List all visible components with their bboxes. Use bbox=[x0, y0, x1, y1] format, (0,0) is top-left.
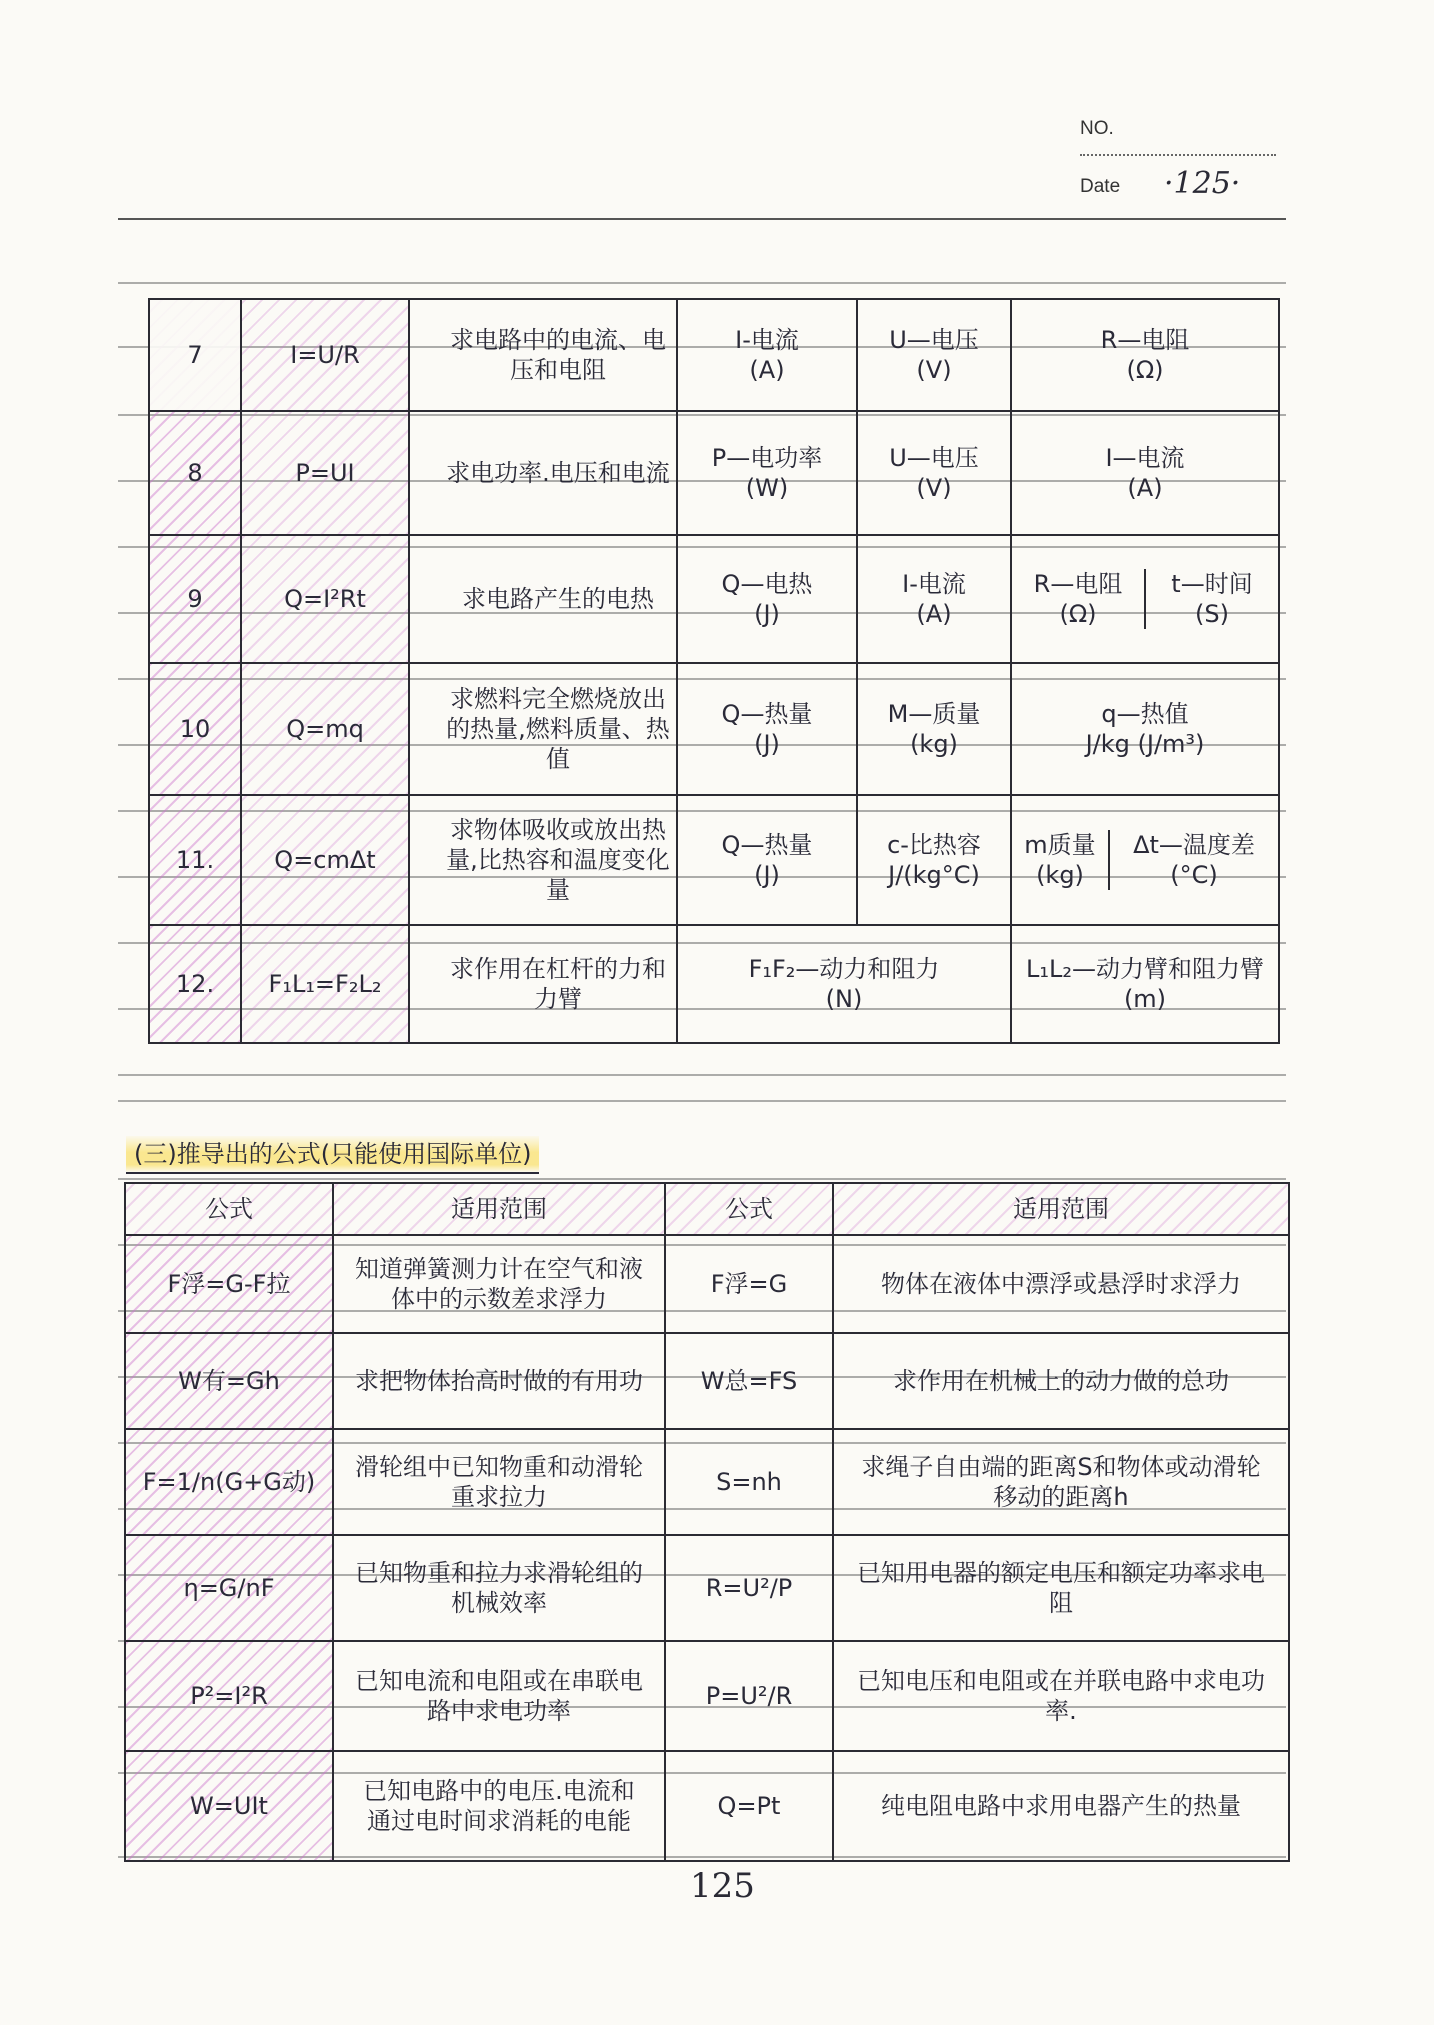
table-row bbox=[125, 1535, 1289, 1641]
formula-cell: P=U²/R bbox=[665, 1641, 833, 1751]
formula-cell: F浮=G-F拉 bbox=[125, 1235, 333, 1333]
description-cell: 纯电阻电路中求用电器产生的热量 bbox=[833, 1751, 1289, 1861]
date-value: ·125· bbox=[1164, 166, 1241, 201]
unit-cell: P—电功率 (W) bbox=[677, 411, 857, 535]
description-cell: 已知物重和拉力求滑轮组的机械效率 bbox=[333, 1535, 665, 1641]
formula-cell: F₁L₁=F₂L₂ bbox=[241, 925, 409, 1043]
description-cell: 已知电流和电阻或在串联电路中求电功率 bbox=[333, 1641, 665, 1751]
description-cell: 已知用电器的额定电压和额定功率求电阻 bbox=[833, 1535, 1289, 1641]
unit-cell: U—电压 (V) bbox=[857, 411, 1011, 535]
table-row bbox=[149, 411, 1279, 535]
row-number: 9 bbox=[149, 535, 241, 663]
unit-cell: c-比热容 J/(kg°C) bbox=[857, 795, 1011, 925]
unit-cell: Q—热量 (J) bbox=[677, 795, 857, 925]
formula-cell: S=nh bbox=[665, 1429, 833, 1535]
table-row bbox=[125, 1333, 1289, 1429]
column-header: 公式 bbox=[665, 1183, 833, 1235]
formula-cell: W总=FS bbox=[665, 1333, 833, 1429]
table-header-row bbox=[125, 1183, 1289, 1235]
no-dotted-line bbox=[1080, 154, 1276, 156]
description-cell: 求电功率.电压和电流 bbox=[409, 411, 677, 535]
description-cell: 求作用在杠杆的力和力臂 bbox=[409, 925, 677, 1043]
formula-cell: W=UIt bbox=[125, 1751, 333, 1861]
formula-cell: F=1/n(G+G动) bbox=[125, 1429, 333, 1535]
table-row bbox=[149, 535, 1279, 663]
unit-pair-cell bbox=[1011, 535, 1279, 663]
header-divider bbox=[118, 218, 1286, 220]
description-cell: 求电路中的电流、电压和电阻 bbox=[409, 299, 677, 411]
unit-pair-cell bbox=[1011, 795, 1279, 925]
unit-cell: t—时间 (S) bbox=[1171, 570, 1253, 628]
description-cell: 求作用在机械上的动力做的总功 bbox=[833, 1333, 1289, 1429]
unit-cell: q—热值 J/kg (J/m³) bbox=[1011, 663, 1279, 795]
column-header: 公式 bbox=[125, 1183, 333, 1235]
description-cell: 求电路产生的电热 bbox=[409, 535, 677, 663]
table-row bbox=[149, 925, 1279, 1043]
formula-cell: Q=Pt bbox=[665, 1751, 833, 1861]
description-cell: 求燃料完全燃烧放出的热量,燃料质量、热值 bbox=[409, 663, 677, 795]
description-cell: 滑轮组中已知物重和动滑轮重求拉力 bbox=[333, 1429, 665, 1535]
formula-cell: Q=I²Rt bbox=[241, 535, 409, 663]
unit-cell: I-电流 (A) bbox=[677, 299, 857, 411]
table-row bbox=[149, 795, 1279, 925]
section-title: (三)推导出的公式(只能使用国际单位) bbox=[126, 1136, 539, 1174]
formula-cell: I=U/R bbox=[241, 299, 409, 411]
row-number: 10 bbox=[149, 663, 241, 795]
column-header: 适用范围 bbox=[333, 1183, 665, 1235]
description-cell: 知道弹簧测力计在空气和液体中的示数差求浮力 bbox=[333, 1235, 665, 1333]
description-cell: 求绳子自由端的距离S和物体或动滑轮移动的距离h bbox=[833, 1429, 1289, 1535]
formula-cell: η=G/nF bbox=[125, 1535, 333, 1641]
page-number: 125 bbox=[690, 1866, 755, 1906]
formula-cell: W有=Gh bbox=[125, 1333, 333, 1429]
table-row bbox=[125, 1641, 1289, 1751]
formula-cell: P²=I²R bbox=[125, 1641, 333, 1751]
description-cell: 已知电路中的电压.电流和通过电时间求消耗的电能 bbox=[333, 1751, 665, 1861]
formula-cell: R=U²/P bbox=[665, 1535, 833, 1641]
row-number: 11. bbox=[149, 795, 241, 925]
formula-cell: Q=mq bbox=[241, 663, 409, 795]
unit-cell: I—电流 (A) bbox=[1011, 411, 1279, 535]
table-row bbox=[125, 1429, 1289, 1535]
no-label: NO. bbox=[1080, 118, 1114, 139]
table-row bbox=[125, 1751, 1289, 1861]
formula-cell: P=UI bbox=[241, 411, 409, 535]
description-cell: 求物体吸收或放出热量,比热容和温度变化量 bbox=[409, 795, 677, 925]
derived-formula-table bbox=[124, 1182, 1290, 1862]
unit-cell: I-电流 (A) bbox=[857, 535, 1011, 663]
description-cell: 物体在液体中漂浮或悬浮时求浮力 bbox=[833, 1235, 1289, 1333]
unit-cell: Q—电热 (J) bbox=[677, 535, 857, 663]
unit-cell: L₁L₂—动力臂和阻力臂 (m) bbox=[1011, 925, 1279, 1043]
date-label: Date bbox=[1080, 176, 1121, 197]
unit-cell: M—质量 (kg) bbox=[857, 663, 1011, 795]
formula-cell: Q=cmΔt bbox=[241, 795, 409, 925]
table-row bbox=[149, 299, 1279, 411]
table-row bbox=[149, 663, 1279, 795]
description-cell: 求把物体抬高时做的有用功 bbox=[333, 1333, 665, 1429]
unit-cell: R—电阻 (Ω) bbox=[1012, 569, 1146, 629]
unit-cell: F₁F₂—动力和阻力 (N) bbox=[677, 925, 1011, 1043]
formula-table-1 bbox=[148, 298, 1280, 1044]
unit-cell: R—电阻 (Ω) bbox=[1011, 299, 1279, 411]
unit-cell: Q—热量 (J) bbox=[677, 663, 857, 795]
formula-cell: F浮=G bbox=[665, 1235, 833, 1333]
row-number: 12. bbox=[149, 925, 241, 1043]
unit-cell: m质量 (kg) bbox=[1012, 830, 1110, 890]
row-number: 8 bbox=[149, 411, 241, 535]
unit-cell: Δt—温度差 (°C) bbox=[1133, 831, 1255, 889]
table-row bbox=[125, 1235, 1289, 1333]
column-header: 适用范围 bbox=[833, 1183, 1289, 1235]
row-number: 7 bbox=[149, 299, 241, 411]
unit-cell: U—电压 (V) bbox=[857, 299, 1011, 411]
description-cell: 已知电压和电阻或在并联电路中求电功率. bbox=[833, 1641, 1289, 1751]
